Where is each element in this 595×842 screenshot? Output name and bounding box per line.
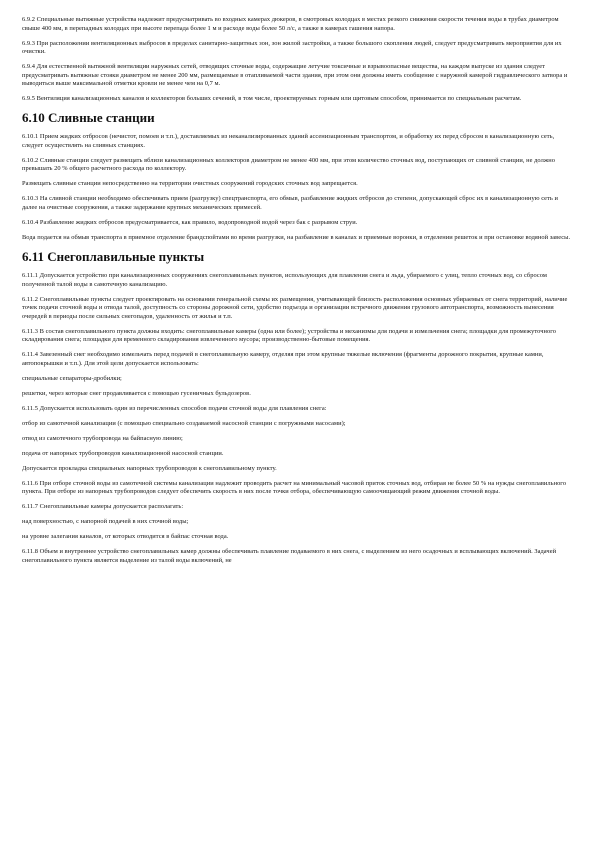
list-item: над поверхностью, с напорной подачей в них сточной воды; — [22, 518, 189, 526]
list-item: подача от напорных трубопроводов канализационной насосной станции. — [22, 449, 224, 457]
section-heading-6-10: 6.10 Сливные станции — [22, 110, 155, 126]
section-6-9-tail — [22, 16, 573, 104]
paragraph: 6.10.4 Разбавление жидких отбросов предусматривается, как правило, водопроводной водой через бак с разрывом струи. — [22, 219, 358, 227]
paragraph: Допускается прокладка специальных напорных трубопроводов к снегоплавильному пункту. — [22, 464, 277, 472]
list-item: отбор из самотечной канализации (с помощью специально создаваемой насосной станции с погружными насосами); — [22, 419, 346, 427]
section-6-10 — [22, 133, 573, 242]
paragraph: 6.9.4 Для естественной вытяжной вентиляции наружных сетей, отводящих сточные воды, содержащие летучие токсичные и взрывоопасные вещества, на каждом выпуске из здания следует предусматривать вытяжные стояки диаметром не менее 200 мм, размещаемые в отапливаемой части здания, при этом они должны иметь сообщение с наружной камерой гидравлического затвора и выводиться выше максимальной отметки кровли не менее чем на 0,7 м. — [22, 63, 568, 88]
paragraph: 6.11.5 Допускается использовать один из перечисленных способов подачи сточной воды для плавления снега: — [22, 404, 327, 412]
paragraph: 6.10.2 Сливные станции следует размещать вблизи канализационных коллекторов диаметром не менее 400 мм, при этом количество сточных вод, поступающих от сливной станции, не должно превышать 20 % общего расчетного расхода по коллектору. — [22, 156, 556, 173]
paragraph: 6.11.6 При отборе сточной воды из самотечной системы канализации надлежит проводить расчет на минимальный часовой приток сточных вод, отбирая не более 50 % на нужды снегоплавильного пункта. При отборе из напорных трубопроводов следует обеспечить скорость в них после точки отбора, обеспечивающую самоочищающий режим движения сточной воды. — [22, 479, 567, 496]
paragraph: 6.11.1 Допускается устройство при канализационных сооружениях снегоплавильных пунктов, использующих для плавления снега и льда, убираемого с улиц, тепло сточных вод, со сбросом полученной талой воды в самотечную канализацию. — [22, 272, 547, 288]
list-item: специальные сепараторы-дробилки; — [22, 374, 122, 382]
paragraph: Вода подается на обмыв транспорта в приемное отделение брандспойтами во время разгрузки, на разбавление в каналах и приемные воронки, в отделении решеток и при остановке водяной завесы. — [22, 234, 571, 242]
paragraph: 6.11.2 Снегоплавильные пункты следует проектировать на основании генеральной схемы их размещения, учитывающей близость расположения основных убираемых от снега территорий, наличие точек подачи сточной воды и отвода талой, доступность со стороны дорожной сети, удобство подъезда и организации встречного движения грузового автотранспорта, возможность вынесения очередей в периоды после сильных снегопадов, удаленность от жилья и т.п. — [22, 295, 568, 320]
list-item: на уровне залегания каналов, от которых отводится в байпас сточная вода. — [22, 533, 229, 541]
paragraph: 6.10.1 Прием жидких отбросов (нечистот, помоев и т.п.), доставляемых из неканализированных зданий ассенизационным транспортом, и обработку их перед сбросом в канализационную сеть, следует осуществлять на сливных станциях. — [22, 133, 555, 149]
paragraph: 6.11.3 В состав снегоплавильного пункта должны входить: снегоплавильные камеры (одна или более); устройства и механизмы для подачи и измельчения снега; площадки для промежуточного складирования снега; площадки для временного складирования извлеченного мусора; производственно-бытовые помещения. — [22, 327, 556, 344]
paragraph: 6.9.3 При расположении вентиляционных выбросов в пределах санитарно-защитных зон, зон жилой застройки, а также большого скопления людей, следует предусматривать мероприятия для их очистки. — [22, 39, 562, 56]
paragraph: 6.10.3 На сливной станции необходимо обеспечивать прием (разгрузку) спецтранспорта, его обмыв, разбавление жидких отбросов до степени, допускающей сброс их в канализационную сеть и далее на очистные сооружения, а также задержание крупных механических примесей. — [22, 195, 558, 212]
paragraph: 6.11.8 Объем и внутреннее устройство снегоплавильных камер должны обеспечивать плавление подаваемого в них снега, с выделением из него осадочных и всплывающих включений. Задачей снегоплавильного пункта является выделение из талой воды включений, не — [22, 548, 557, 564]
paragraph: 6.11.4 Завезенный снег необходимо измельчать перед подачей в снегоплавильную камеру, отделяя при этом крупные тяжелые включения (фрагменты дорожного покрытия, крупные камни, автопокрышки и т.п.). Для этой цели допускается использовать: — [22, 351, 544, 367]
paragraph: 6.11.7 Снегоплавильные камеры допускается располагать: — [22, 503, 184, 511]
paragraph: Размещать сливные станции непосредственно на территории очистных сооружений городских сточных вод запрещается. — [22, 180, 358, 188]
section-heading-6-11: 6.11 Снегоплавильные пункты — [22, 249, 205, 264]
paragraph: 6.9.5 Вентиляция канализационных каналов и коллекторов больших сечений, в том числе, проектируемых горным или щитовым способом, принимается по специальным расчетам. — [22, 95, 522, 103]
paragraph: 6.9.2 Специальные вытяжные устройства надлежит предусматривать во входных камерах дюкеров, в смотровых колодцах в местах резкого снижения скорости течения воды в трубах диаметром свыше 400 мм, в перепадных колодцах при высоте перепада более 1 м и расходе воды более 50 л/с, а также в камерах гашения напора. — [22, 16, 559, 32]
list-item: отвод из самотечного трубопровода на байпасную линию; — [22, 434, 183, 442]
section-6-11 — [22, 272, 573, 566]
list-item: решетки, через которые снег продавливается с помощью гусеничных бульдозеров. — [22, 389, 251, 397]
